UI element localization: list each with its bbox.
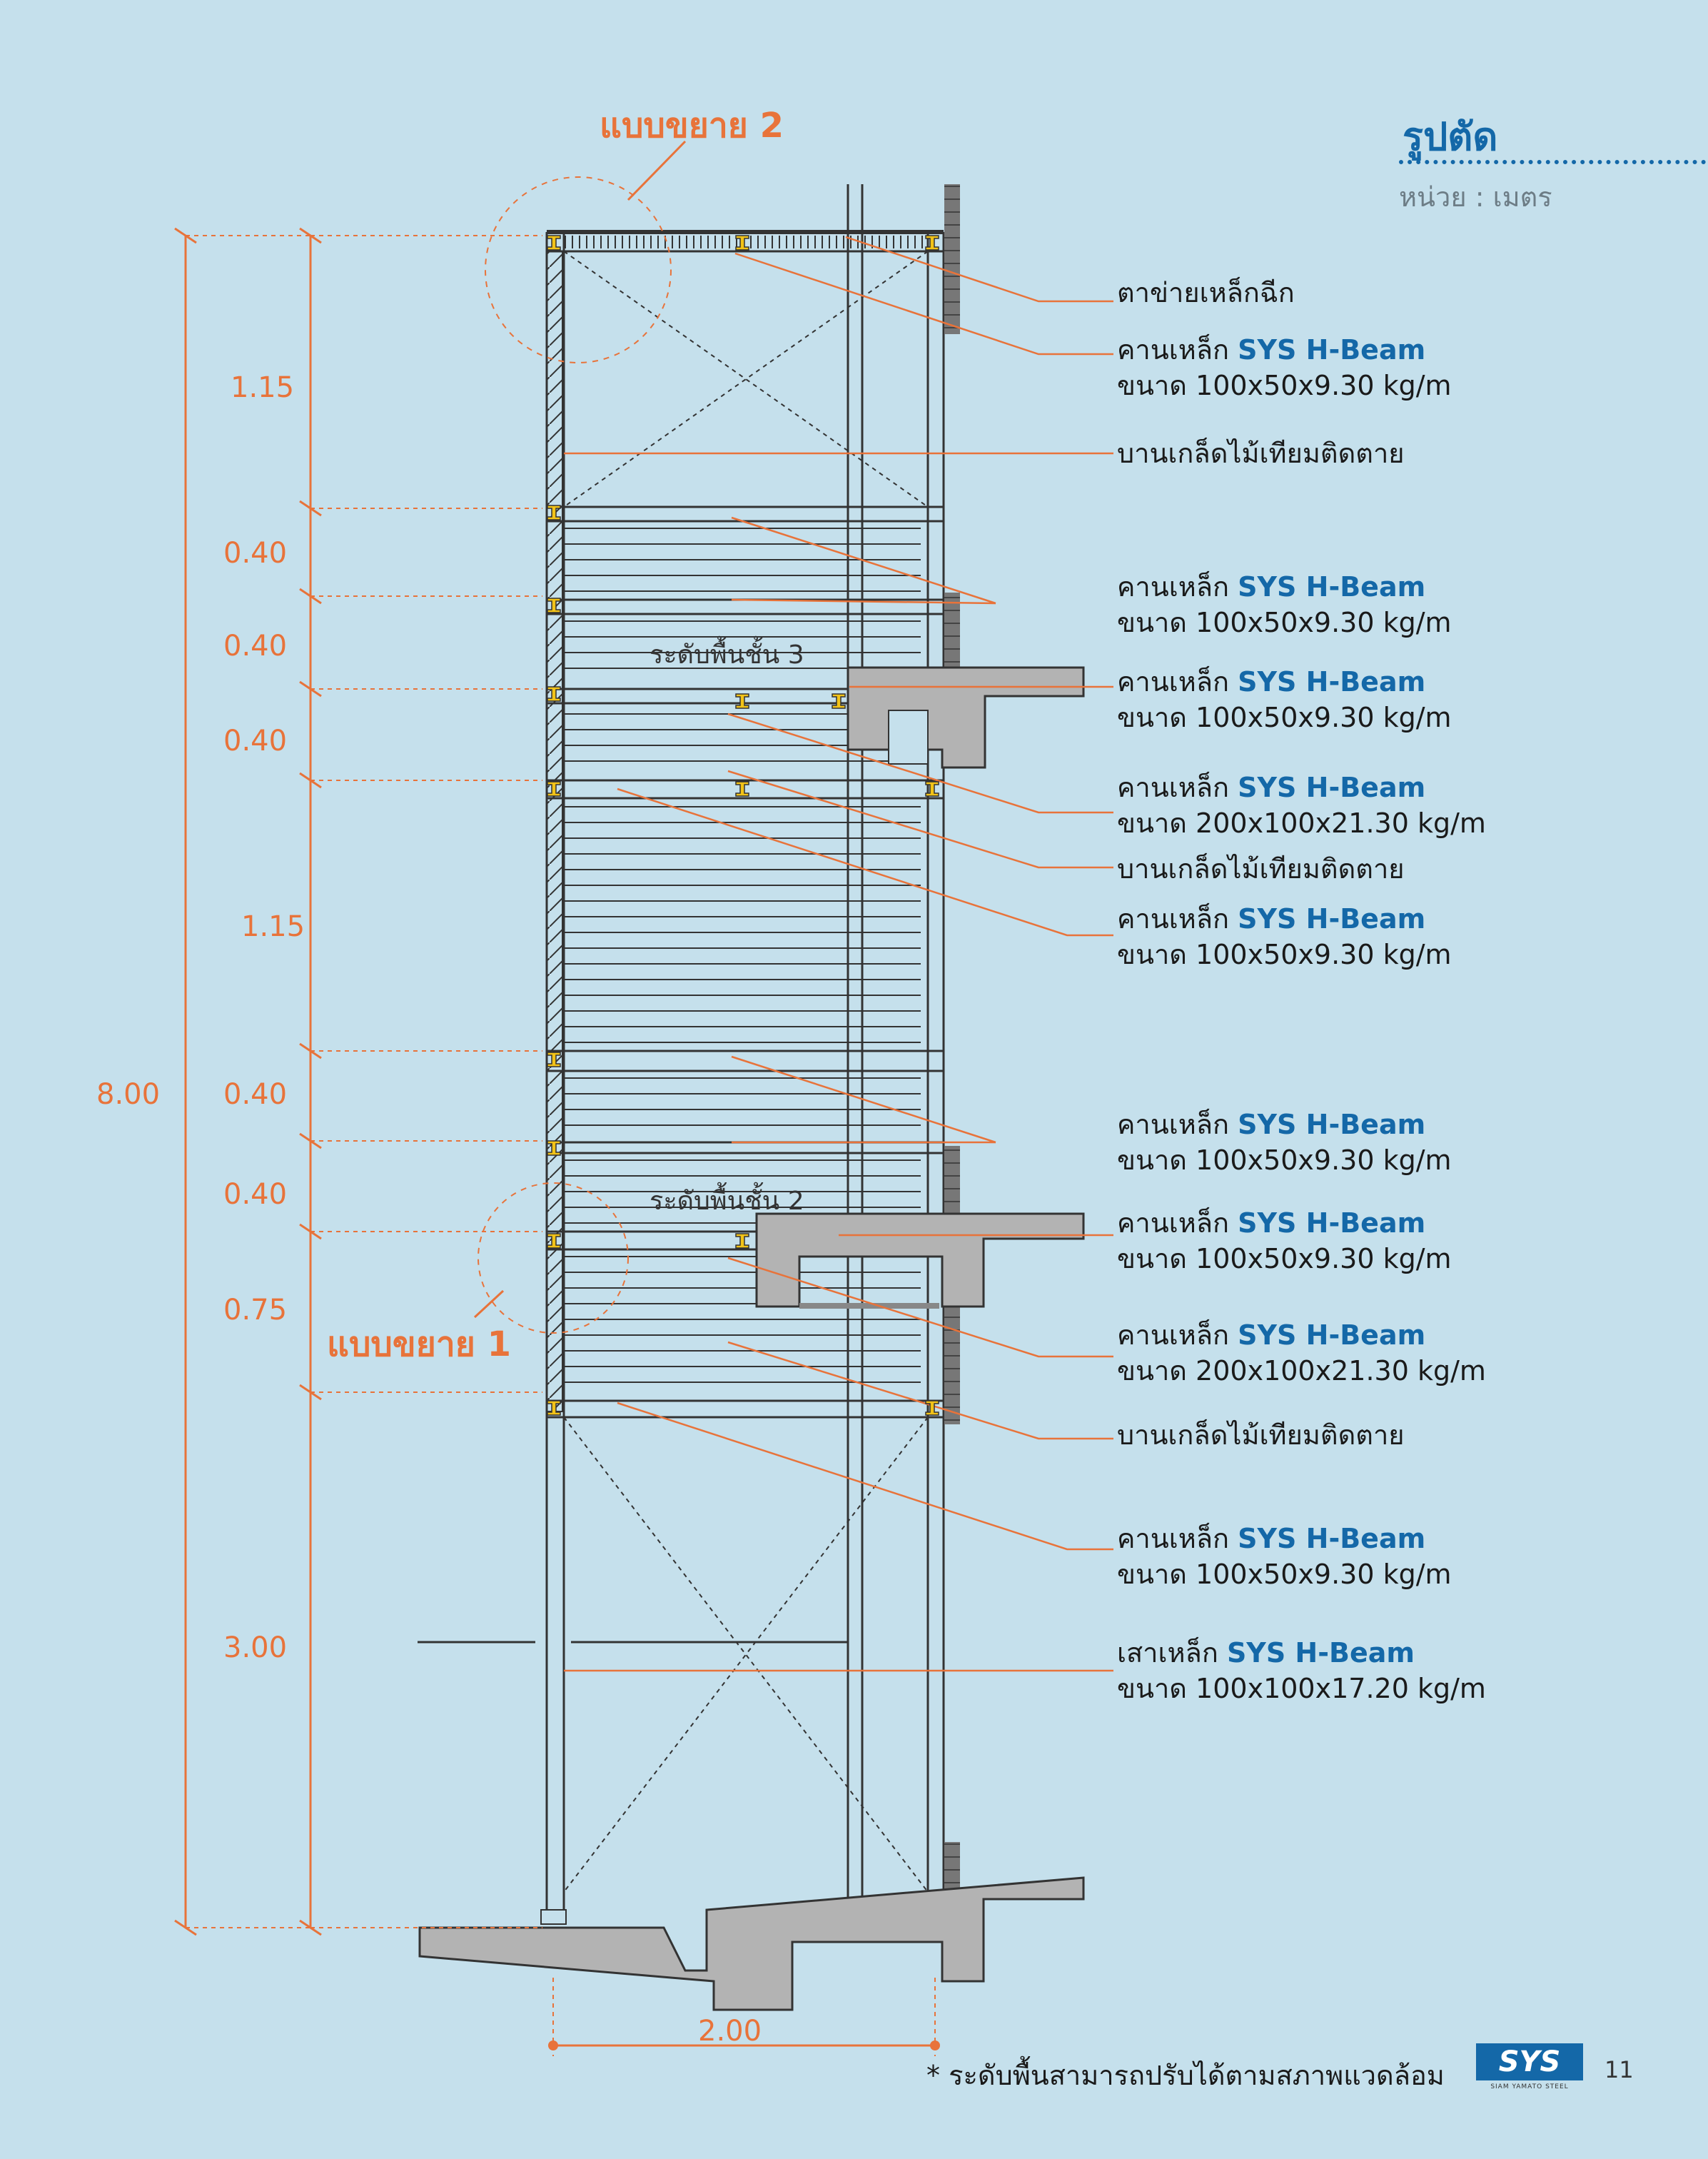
callout-text: บานเกล็ดไม้เทียมติดตาย [1117, 438, 1405, 469]
level-floor-3: ระดับพื้นชั้น 3 [650, 640, 804, 670]
callout-louver [1117, 436, 1405, 471]
callout-text: คานเหล็ก [1117, 1319, 1238, 1351]
callout-beam [1117, 1205, 1452, 1277]
callout-text: บานเกล็ดไม้เทียมติดตาย [1117, 853, 1405, 885]
leader-line [732, 1057, 996, 1142]
dim-segment: 0.40 [223, 1178, 288, 1211]
callout-louver [1117, 851, 1405, 887]
callout-column [1117, 1635, 1486, 1706]
callout-text: ตาข่ายเหล็กฉีก [1117, 277, 1295, 308]
callout-size: ขนาด 100x50x9.30 kg/m [1117, 607, 1452, 638]
callout-louver [1117, 1417, 1405, 1453]
callout-beam [1117, 332, 1452, 403]
dim-segment: 3.00 [223, 1631, 288, 1664]
brand-text: SYS H-Beam [1238, 1319, 1426, 1351]
brand-text: SYS H-Beam [1238, 1109, 1426, 1140]
callout-text: คานเหล็ก [1117, 666, 1238, 698]
brand-text: SYS H-Beam [1238, 1523, 1426, 1554]
dim-segment: 1.15 [231, 371, 295, 404]
sys-logo: SYS [1476, 2043, 1583, 2080]
h-beam-icon [736, 694, 749, 708]
leader-lines [564, 237, 1113, 1671]
dim-segment: 0.40 [223, 725, 288, 758]
h-beam-icon [736, 782, 749, 796]
h-beam-icon [547, 236, 560, 250]
dim-segment: 0.40 [223, 1078, 288, 1111]
callout-text: บานเกล็ดไม้เทียมติดตาย [1117, 1419, 1405, 1451]
callout-beam [1117, 901, 1452, 972]
page-number: 11 [1605, 2056, 1634, 2083]
logo-subtitle: SIAM YAMATO STEEL [1490, 2083, 1569, 2090]
brand-text: SYS H-Beam [1238, 1207, 1426, 1239]
dim-segment: 0.40 [223, 537, 288, 570]
dim-segment: 0.75 [223, 1294, 288, 1327]
callout-size: ขนาด 100x50x9.30 kg/m [1117, 939, 1452, 970]
level-floor-2: ระดับพื้นชั้น 2 [650, 1187, 804, 1216]
callout-text: คานเหล็ก [1117, 1207, 1238, 1239]
callout-size: ขนาด 100x100x17.20 kg/m [1117, 1673, 1486, 1704]
h-beam-icon [832, 694, 845, 708]
callout-size: ขนาด 100x50x9.30 kg/m [1117, 370, 1452, 401]
brand-text: SYS H-Beam [1238, 334, 1426, 366]
brand-text: SYS H-Beam [1238, 772, 1426, 803]
detail-1-label: แบบขยาย 1 [327, 1324, 511, 1364]
callout-mesh [1117, 275, 1295, 311]
dim-width: 2.00 [698, 2015, 762, 2048]
callout-text: คานเหล็ก [1117, 903, 1238, 935]
callout-beam [1117, 1317, 1486, 1389]
h-beam-icon [736, 1234, 749, 1248]
callout-size: ขนาด 100x50x9.30 kg/m [1117, 1559, 1452, 1590]
h-beam-icon [736, 236, 749, 250]
callout-beam [1117, 664, 1452, 735]
callout-size: ขนาด 100x50x9.30 kg/m [1117, 1243, 1452, 1274]
section-title: รูปตัด [1403, 114, 1498, 159]
leader-line [735, 253, 1113, 354]
leader-line [617, 1403, 1113, 1549]
brand-text: SYS H-Beam [1238, 903, 1426, 935]
title-divider [1399, 160, 1706, 164]
callout-beam [1117, 1521, 1452, 1592]
callout-size: ขนาด 200x100x21.30 kg/m [1117, 1355, 1486, 1387]
brand-text: SYS H-Beam [1238, 571, 1426, 603]
callout-beam [1117, 770, 1486, 841]
dim-total: 8.00 [96, 1078, 161, 1111]
callout-text: คานเหล็ก [1117, 571, 1238, 603]
callout-text: คานเหล็ก [1117, 334, 1238, 366]
brand-text: SYS H-Beam [1226, 1637, 1415, 1669]
callout-size: ขนาด 100x50x9.30 kg/m [1117, 1144, 1452, 1176]
callout-text: คานเหล็ก [1117, 1109, 1238, 1140]
detail-2-label: แบบขยาย 2 [600, 106, 784, 146]
callout-beam [1117, 1107, 1452, 1178]
leader-line [728, 771, 1113, 867]
callout-size: ขนาด 100x50x9.30 kg/m [1117, 702, 1452, 733]
brand-text: SYS H-Beam [1238, 666, 1426, 698]
footer-note: * ระดับพื้นสามารถปรับได้ตามสภาพแวดล้อม [926, 2060, 1445, 2091]
dim-segment: 1.15 [241, 910, 305, 943]
callout-size: ขนาด 200x100x21.30 kg/m [1117, 807, 1486, 839]
leader-line [617, 789, 1113, 935]
callout-beam [1117, 569, 1452, 640]
callout-text: คานเหล็ก [1117, 1523, 1238, 1554]
structure-lines [418, 184, 944, 1910]
dim-segment: 0.40 [223, 630, 288, 663]
callout-text: คานเหล็ก [1117, 772, 1238, 803]
unit-label: หน่วย : เมตร [1399, 181, 1552, 213]
callout-text: เสาเหล็ก [1117, 1637, 1227, 1669]
